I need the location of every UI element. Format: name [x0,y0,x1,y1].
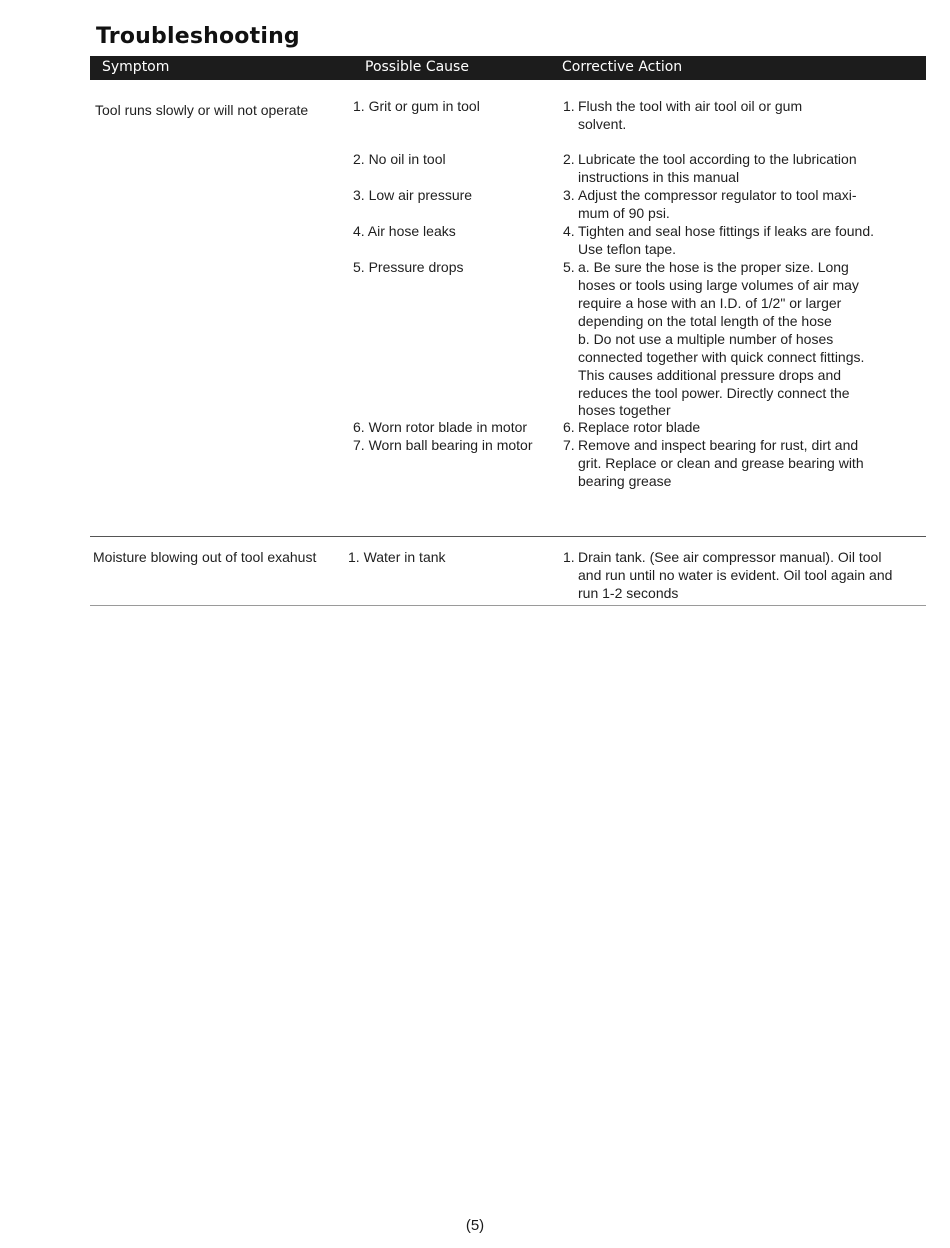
page-number: (5) [465,1217,485,1234]
cause-text: 7. Worn ball bearing in motor [353,437,533,453]
action-line: reduces the tool power. Directly connect the [578,385,850,401]
action-line: hoses or tools using large volumes of air may [578,277,859,293]
action-number: 3. [563,187,575,203]
cause-text: 2. No oil in tool [353,151,446,167]
row-divider [90,536,926,537]
action-line: Tighten and seal hose fittings if leaks are found. [578,223,874,239]
table-header [90,56,926,80]
action-line: Replace rotor blade [578,419,701,435]
action-line: bearing grease [578,473,672,489]
action-number: 4. [563,223,575,239]
action-line: connected together with quick connect fittings. [578,349,865,365]
action-line: Remove and inspect bearing for rust, dirt and [578,437,859,453]
action-number: 6. [563,419,575,435]
action-line: instructions in this manual [578,169,740,185]
action-line: a. Be sure the hose is the proper size. Long [578,259,849,275]
action-number: 1. [563,549,575,565]
action-line: mum of 90 psi. [578,205,670,221]
cause-text: 1. Water in tank [348,549,446,565]
action-line: require a hose with an I.D. of 1/2" or larger [578,295,842,311]
cause-text: 4. Air hose leaks [353,223,456,239]
cause-text: 1. Grit or gum in tool [353,98,480,114]
action-line: Flush the tool with air tool oil or gum [578,98,803,114]
header-corrective-action: Corrective Action [562,59,683,75]
action-line: Drain tank. (See air compressor manual). Oil tool [578,549,882,565]
action-line: depending on the total length of the hose [578,313,832,329]
action-number: 1. [563,98,575,114]
cause-text: 3. Low air pressure [353,187,473,203]
action-line: Lubricate the tool according to the lubrication [578,151,857,167]
cause-text: 6. Worn rotor blade in motor [353,419,528,435]
action-line: Use teflon tape. [578,241,677,257]
action-line: solvent. [578,116,627,132]
action-line: hoses together [578,402,671,418]
action-line: and run until no water is evident. Oil tool again and [578,567,893,583]
row-divider [90,605,926,606]
action-number: 7. [563,437,575,453]
action-number: 2. [563,151,575,167]
symptom-text: Tool runs slowly or will not operate [95,102,309,118]
cause-text: 5. Pressure drops [353,259,464,275]
symptom-text: Moisture blowing out of tool exahust [93,549,317,565]
action-line: b. Do not use a multiple number of hoses [578,331,834,347]
action-line: run 1-2 seconds [578,585,679,601]
header-symptom: Symptom [102,59,170,75]
page-title: Troubleshooting [96,24,300,49]
action-line: This causes additional pressure drops and [578,367,842,383]
action-line: grit. Replace or clean and grease bearing with [578,455,864,471]
header-possible-cause: Possible Cause [365,59,469,75]
action-line: Adjust the compressor regulator to tool maxi- [578,187,857,203]
action-number: 5. [563,259,575,275]
